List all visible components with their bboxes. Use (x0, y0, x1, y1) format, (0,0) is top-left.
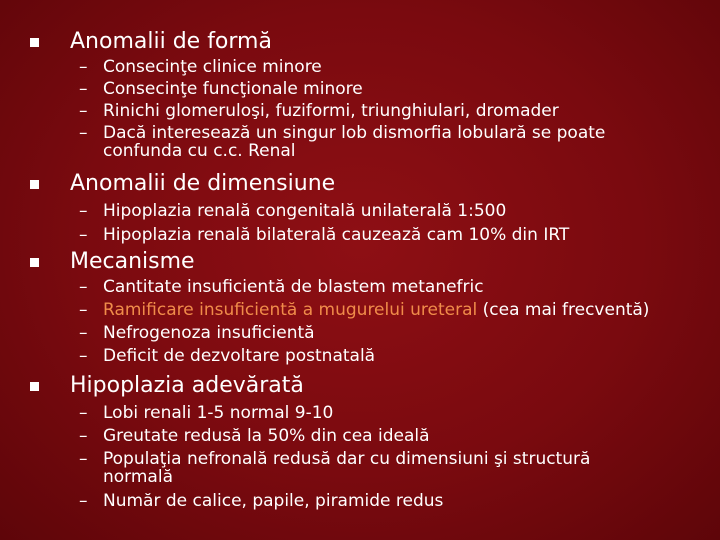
heading-row (0, 170, 720, 200)
heading-mecanisme: Mecanisme (70, 249, 195, 274)
square-bullet-icon (30, 38, 39, 47)
square-bullet-icon (30, 180, 39, 189)
section-hipoplazia-adevarata (0, 372, 720, 514)
dash-bullet-icon: – (79, 426, 88, 446)
dash-bullet-icon: – (79, 123, 88, 143)
list-item-text (103, 301, 720, 319)
dash-bullet-icon: – (79, 57, 88, 77)
dash-bullet-icon: – (79, 201, 88, 221)
list-item (0, 80, 720, 102)
list-item-text: Consecinţe clinice minore (103, 57, 322, 77)
dash-bullet-icon: – (79, 300, 88, 320)
list-item-text: Cantitate insuficientă de blastem metanefric (103, 277, 484, 297)
list-item (0, 324, 720, 347)
section-anomalii-forma (0, 28, 720, 160)
dash-bullet-icon: – (79, 491, 88, 511)
heading-anomalii-dimensiune: Anomalii de dimensiune (70, 171, 336, 196)
dash-bullet-icon: – (79, 277, 88, 297)
list-item-text: Hipoplazia renală bilaterală cauzează cam 10% din IRT (103, 225, 570, 245)
list-item (0, 427, 720, 450)
dash-bullet-icon: – (79, 403, 88, 423)
sub-list (0, 278, 720, 369)
dash-bullet-icon: – (79, 101, 88, 121)
parenthetical-text: (cea mai frecventă) (482, 300, 650, 320)
section-anomalii-dimensiune (0, 170, 720, 248)
list-item-text: Populaţia nefronală redusă dar cu dimensiuni şi structură (103, 449, 591, 469)
list-item (0, 124, 720, 160)
list-item-text: Hipoplazia renală congenitală unilaterală 1:500 (103, 201, 507, 221)
list-item-text: Dacă interesează un singur lob dismorfia lobulară se poate (103, 123, 606, 143)
sub-list (0, 404, 720, 514)
list-item (0, 102, 720, 124)
square-bullet-icon (30, 258, 39, 267)
list-item-text: Număr de calice, papile, piramide redus (103, 491, 444, 511)
list-item-text-continued: confunda cu c.c. Renal (103, 141, 296, 161)
list-item-text: Deficit de dezvoltare postnatală (103, 346, 376, 366)
list-item-text: Nefrogenoza insuficientă (103, 323, 315, 343)
heading-anomalii-forma: Anomalii de formă (70, 29, 272, 54)
section-mecanisme (0, 248, 720, 369)
list-item (0, 202, 720, 226)
sub-list (0, 58, 720, 160)
highlighted-text: Ramificare insuficientă a mugurelui ureteral (103, 300, 478, 320)
list-item (0, 58, 720, 80)
dash-bullet-icon: – (79, 225, 88, 245)
list-item (0, 347, 720, 369)
list-item-text: Rinichi glomeruloşi, fuziformi, triunghiulari, dromader (103, 101, 559, 121)
list-item (0, 492, 720, 514)
list-item-text: Consecinţe funcţionale minore (103, 79, 363, 99)
list-item (0, 301, 720, 324)
heading-row (0, 28, 720, 58)
list-item-text: Lobi renali 1-5 normal 9-10 (103, 403, 334, 423)
heading-hipoplazia-adevarata: Hipoplazia adevărată (70, 373, 304, 398)
list-item-text: Greutate redusă la 50% din cea ideală (103, 426, 430, 446)
dash-bullet-icon: – (79, 323, 88, 343)
list-item (0, 226, 720, 248)
square-bullet-icon (30, 382, 39, 391)
heading-row (0, 248, 720, 278)
dash-bullet-icon: – (79, 449, 88, 469)
list-item-text-continued: normală (103, 467, 173, 487)
list-item (0, 278, 720, 301)
heading-row (0, 372, 720, 402)
list-item (0, 450, 720, 486)
dash-bullet-icon: – (79, 79, 88, 99)
dash-bullet-icon: – (79, 346, 88, 366)
sub-list (0, 202, 720, 248)
list-item (0, 404, 720, 427)
